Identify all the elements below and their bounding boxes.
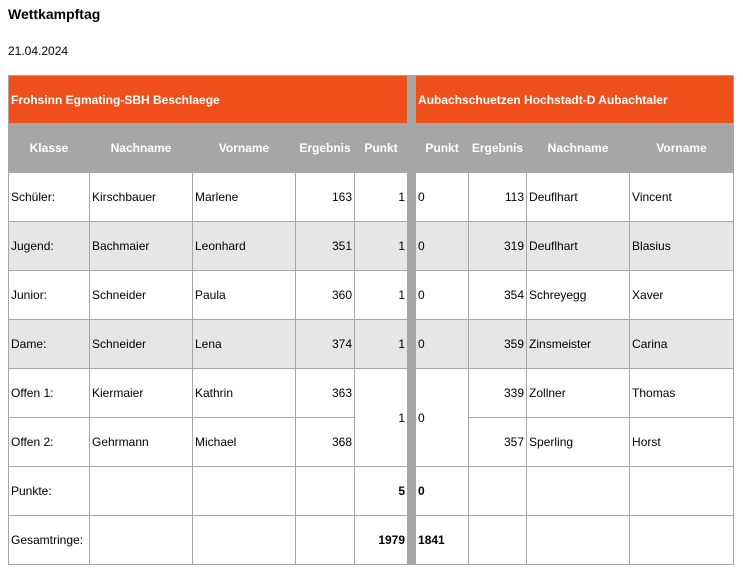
club-header-row: [9, 76, 734, 124]
home-vorname-cell: Leonhard: [193, 222, 296, 271]
gesamtringe-summary-row: [9, 516, 734, 565]
klasse-cell: Junior:: [9, 271, 90, 320]
column-separator: [408, 467, 416, 516]
empty-cell: [193, 467, 296, 516]
home-vorname-cell: Paula: [193, 271, 296, 320]
column-separator: [408, 124, 416, 173]
header-home-vorname: Vorname: [193, 124, 296, 173]
empty-cell: [527, 467, 630, 516]
punkte-summary-row: [9, 467, 734, 516]
home-vorname-cell: Marlene: [193, 173, 296, 222]
empty-cell: [469, 467, 527, 516]
header-home-punkt: Punkt: [355, 124, 408, 173]
empty-cell: [630, 467, 734, 516]
header-home-ergebnis: Ergebnis: [296, 124, 355, 173]
empty-cell: [296, 516, 355, 565]
column-separator: [408, 320, 416, 369]
header-away-nachname: Nachname: [527, 124, 630, 173]
away-vorname-cell: Xaver: [630, 271, 734, 320]
away-nachname-cell: Deuflhart: [527, 173, 630, 222]
away-punkt-cell: 0: [416, 222, 469, 271]
column-separator: [408, 173, 416, 222]
competition-date: 21.04.2024: [8, 44, 69, 58]
header-away-punkt: Punkt: [416, 124, 469, 173]
away-vorname-cell: Carina: [630, 320, 734, 369]
table-row: [9, 369, 734, 418]
table-row: [9, 271, 734, 320]
klasse-cell: Dame:: [9, 320, 90, 369]
column-separator: [408, 418, 416, 467]
away-nachname-cell: Schreyegg: [527, 271, 630, 320]
table-row: [9, 320, 734, 369]
column-separator: [408, 222, 416, 271]
empty-cell: [296, 467, 355, 516]
gesamtringe-label: Gesamtringe:: [9, 516, 90, 565]
home-total-rings: 1979: [355, 516, 408, 565]
table-row: [9, 173, 734, 222]
home-vorname-cell: Kathrin: [193, 369, 296, 418]
home-ergebnis-cell: 351: [296, 222, 355, 271]
home-ergebnis-cell: 368: [296, 418, 355, 467]
punkte-label: Punkte:: [9, 467, 90, 516]
home-ergebnis-cell: 163: [296, 173, 355, 222]
header-away-vorname: Vorname: [630, 124, 734, 173]
away-ergebnis-cell: 357: [469, 418, 527, 467]
header-home-nachname: Nachname: [90, 124, 193, 173]
away-team-name: Aubachschuetzen Hochstadt-D Aubachtaler: [416, 76, 734, 124]
away-vorname-cell: Horst: [630, 418, 734, 467]
away-ergebnis-cell: 339: [469, 369, 527, 418]
home-team-name: Frohsinn Egmating-SBH Beschlaege: [9, 76, 408, 124]
home-punkt-cell: 1: [355, 271, 408, 320]
home-nachname-cell: Kiermaier: [90, 369, 193, 418]
away-ergebnis-cell: 359: [469, 320, 527, 369]
table-row: [9, 222, 734, 271]
away-total-points: 0: [416, 467, 469, 516]
home-offen-punkt-cell: 1: [355, 369, 408, 467]
away-nachname-cell: Zollner: [527, 369, 630, 418]
header-away-ergebnis: Ergebnis: [469, 124, 527, 173]
klasse-cell: Jugend:: [9, 222, 90, 271]
results-table: [8, 75, 734, 565]
home-vorname-cell: Lena: [193, 320, 296, 369]
column-separator: [408, 271, 416, 320]
away-punkt-cell: 0: [416, 271, 469, 320]
away-nachname-cell: Zinsmeister: [527, 320, 630, 369]
home-punkt-cell: 1: [355, 222, 408, 271]
home-nachname-cell: Bachmaier: [90, 222, 193, 271]
home-nachname-cell: Gehrmann: [90, 418, 193, 467]
home-total-points: 5: [355, 467, 408, 516]
away-vorname-cell: Thomas: [630, 369, 734, 418]
home-vorname-cell: Michael: [193, 418, 296, 467]
klasse-cell: Offen 2:: [9, 418, 90, 467]
empty-cell: [630, 516, 734, 565]
away-vorname-cell: Vincent: [630, 173, 734, 222]
page-title: Wettkampftag: [8, 6, 101, 22]
home-ergebnis-cell: 360: [296, 271, 355, 320]
column-separator: [408, 369, 416, 418]
away-punkt-cell: 0: [416, 320, 469, 369]
home-nachname-cell: Schneider: [90, 320, 193, 369]
empty-cell: [90, 516, 193, 565]
away-punkt-cell: 0: [416, 173, 469, 222]
column-separator: [408, 516, 416, 565]
empty-cell: [90, 467, 193, 516]
home-nachname-cell: Schneider: [90, 271, 193, 320]
home-ergebnis-cell: 363: [296, 369, 355, 418]
column-separator: [408, 76, 416, 124]
home-punkt-cell: 1: [355, 320, 408, 369]
klasse-cell: Schüler:: [9, 173, 90, 222]
empty-cell: [469, 516, 527, 565]
klasse-cell: Offen 1:: [9, 369, 90, 418]
column-header-row: [9, 124, 734, 173]
home-ergebnis-cell: 374: [296, 320, 355, 369]
away-vorname-cell: Blasius: [630, 222, 734, 271]
empty-cell: [193, 516, 296, 565]
header-klasse: Klasse: [9, 124, 90, 173]
away-ergebnis-cell: 354: [469, 271, 527, 320]
away-total-rings: 1841: [416, 516, 469, 565]
away-offen-punkt-cell: 0: [416, 369, 469, 467]
away-ergebnis-cell: 319: [469, 222, 527, 271]
away-nachname-cell: Sperling: [527, 418, 630, 467]
empty-cell: [527, 516, 630, 565]
away-nachname-cell: Deuflhart: [527, 222, 630, 271]
away-ergebnis-cell: 113: [469, 173, 527, 222]
home-nachname-cell: Kirschbauer: [90, 173, 193, 222]
home-punkt-cell: 1: [355, 173, 408, 222]
